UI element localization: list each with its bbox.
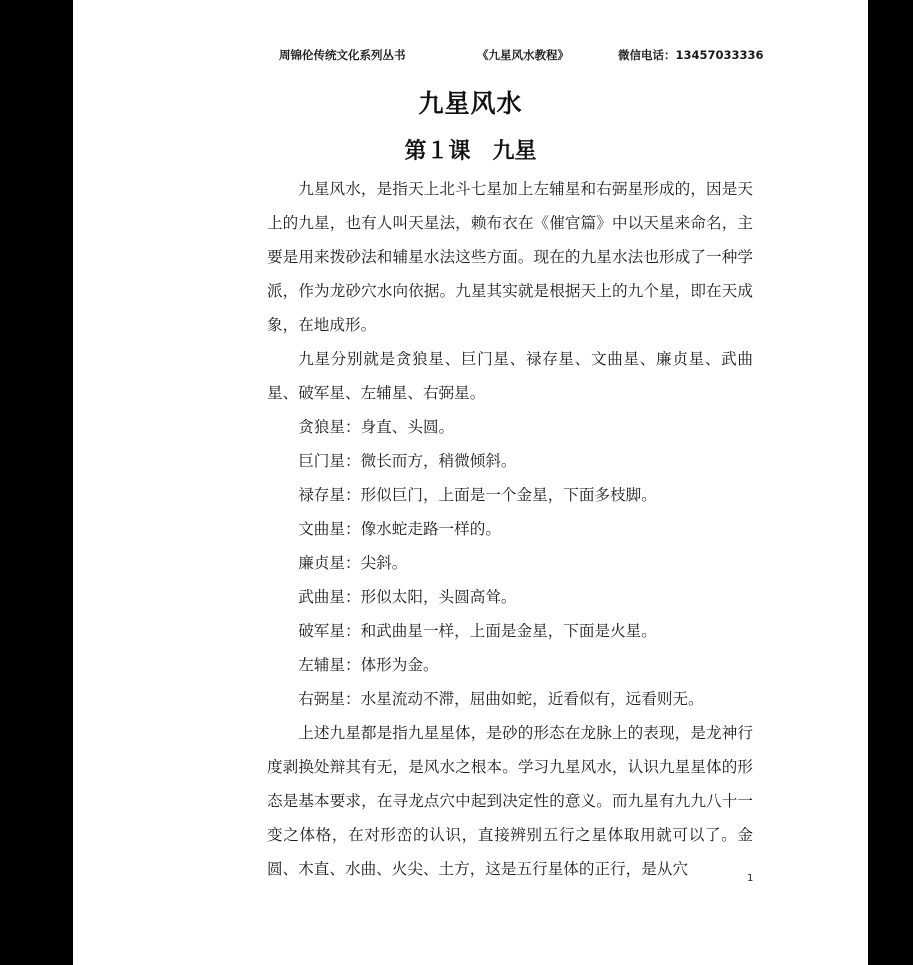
header-contact: 微信电话：13457033336 bbox=[618, 48, 764, 62]
star-item-youbi: 右弼星：水星流动不滞，屈曲如蛇，近看似有，远看则无。 bbox=[298, 690, 704, 708]
page-number: 1 bbox=[747, 873, 754, 884]
star-item-zuofu: 左辅星：体形为金。 bbox=[298, 656, 439, 674]
body-text bbox=[267, 172, 753, 886]
star-item-lianzhen: 廉贞星：尖斜。 bbox=[298, 554, 408, 572]
star-list-intro-paragraph: 九星分别就是贪狼星、巨门星、禄存星、文曲星、廉贞星、武曲星、破军星、左辅星、右弼星。 bbox=[267, 350, 753, 402]
star-item-wenqu: 文曲星：像水蛇走路一样的。 bbox=[298, 520, 501, 538]
header-series-title: 周锦伦传统文化系列丛书 bbox=[279, 48, 406, 62]
star-item-pojun: 破军星：和武曲星一样，上面是金星，下面是火星。 bbox=[298, 622, 657, 640]
running-header bbox=[73, 47, 868, 67]
closing-paragraph: 上述九星都是指九星星体，是砂的形态在龙脉上的表现，是龙神行度剥换处辩其有无，是风水之根本。学习九星风水，认识九星星体的形态是基本要求，在寻龙点穴中起到决定性的意义。而九星有九九八十一变之体格，在对形峦的认识，直接辨别五行之星体取用就可以了。金圆、木直、水曲、火尖、土方，这是五行星体的正行，是从穴 bbox=[267, 724, 753, 878]
star-item-lucun: 禄存星：形似巨门，上面是一个金星，下面多枝脚。 bbox=[298, 486, 657, 504]
star-item-jumen: 巨门星：微长而方，稍微倾斜。 bbox=[298, 452, 517, 470]
star-item-wuqu: 武曲星：形似太阳，头圆高耸。 bbox=[298, 588, 517, 606]
lesson-title: 第１课 九星 bbox=[404, 139, 537, 164]
intro-paragraph: 九星风水，是指天上北斗七星加上左辅星和右弼星形成的，因是天上的九星，也有人叫天星法，赖布衣在《催官篇》中以天星来命名，主要是用来拨砂法和辅星水法这些方面。现在的九星水法也形成了一种学派，作为龙砂穴水向依据。九星其实就是根据天上的九个星，即在天成象，在地成形。 bbox=[267, 180, 753, 334]
header-book-title: 《九星风水教程》 bbox=[477, 48, 569, 62]
star-item-tanlang: 贪狼星：身直、头圆。 bbox=[298, 418, 455, 436]
chapter-title: 九星风水 bbox=[418, 89, 523, 118]
document-page bbox=[73, 0, 868, 965]
